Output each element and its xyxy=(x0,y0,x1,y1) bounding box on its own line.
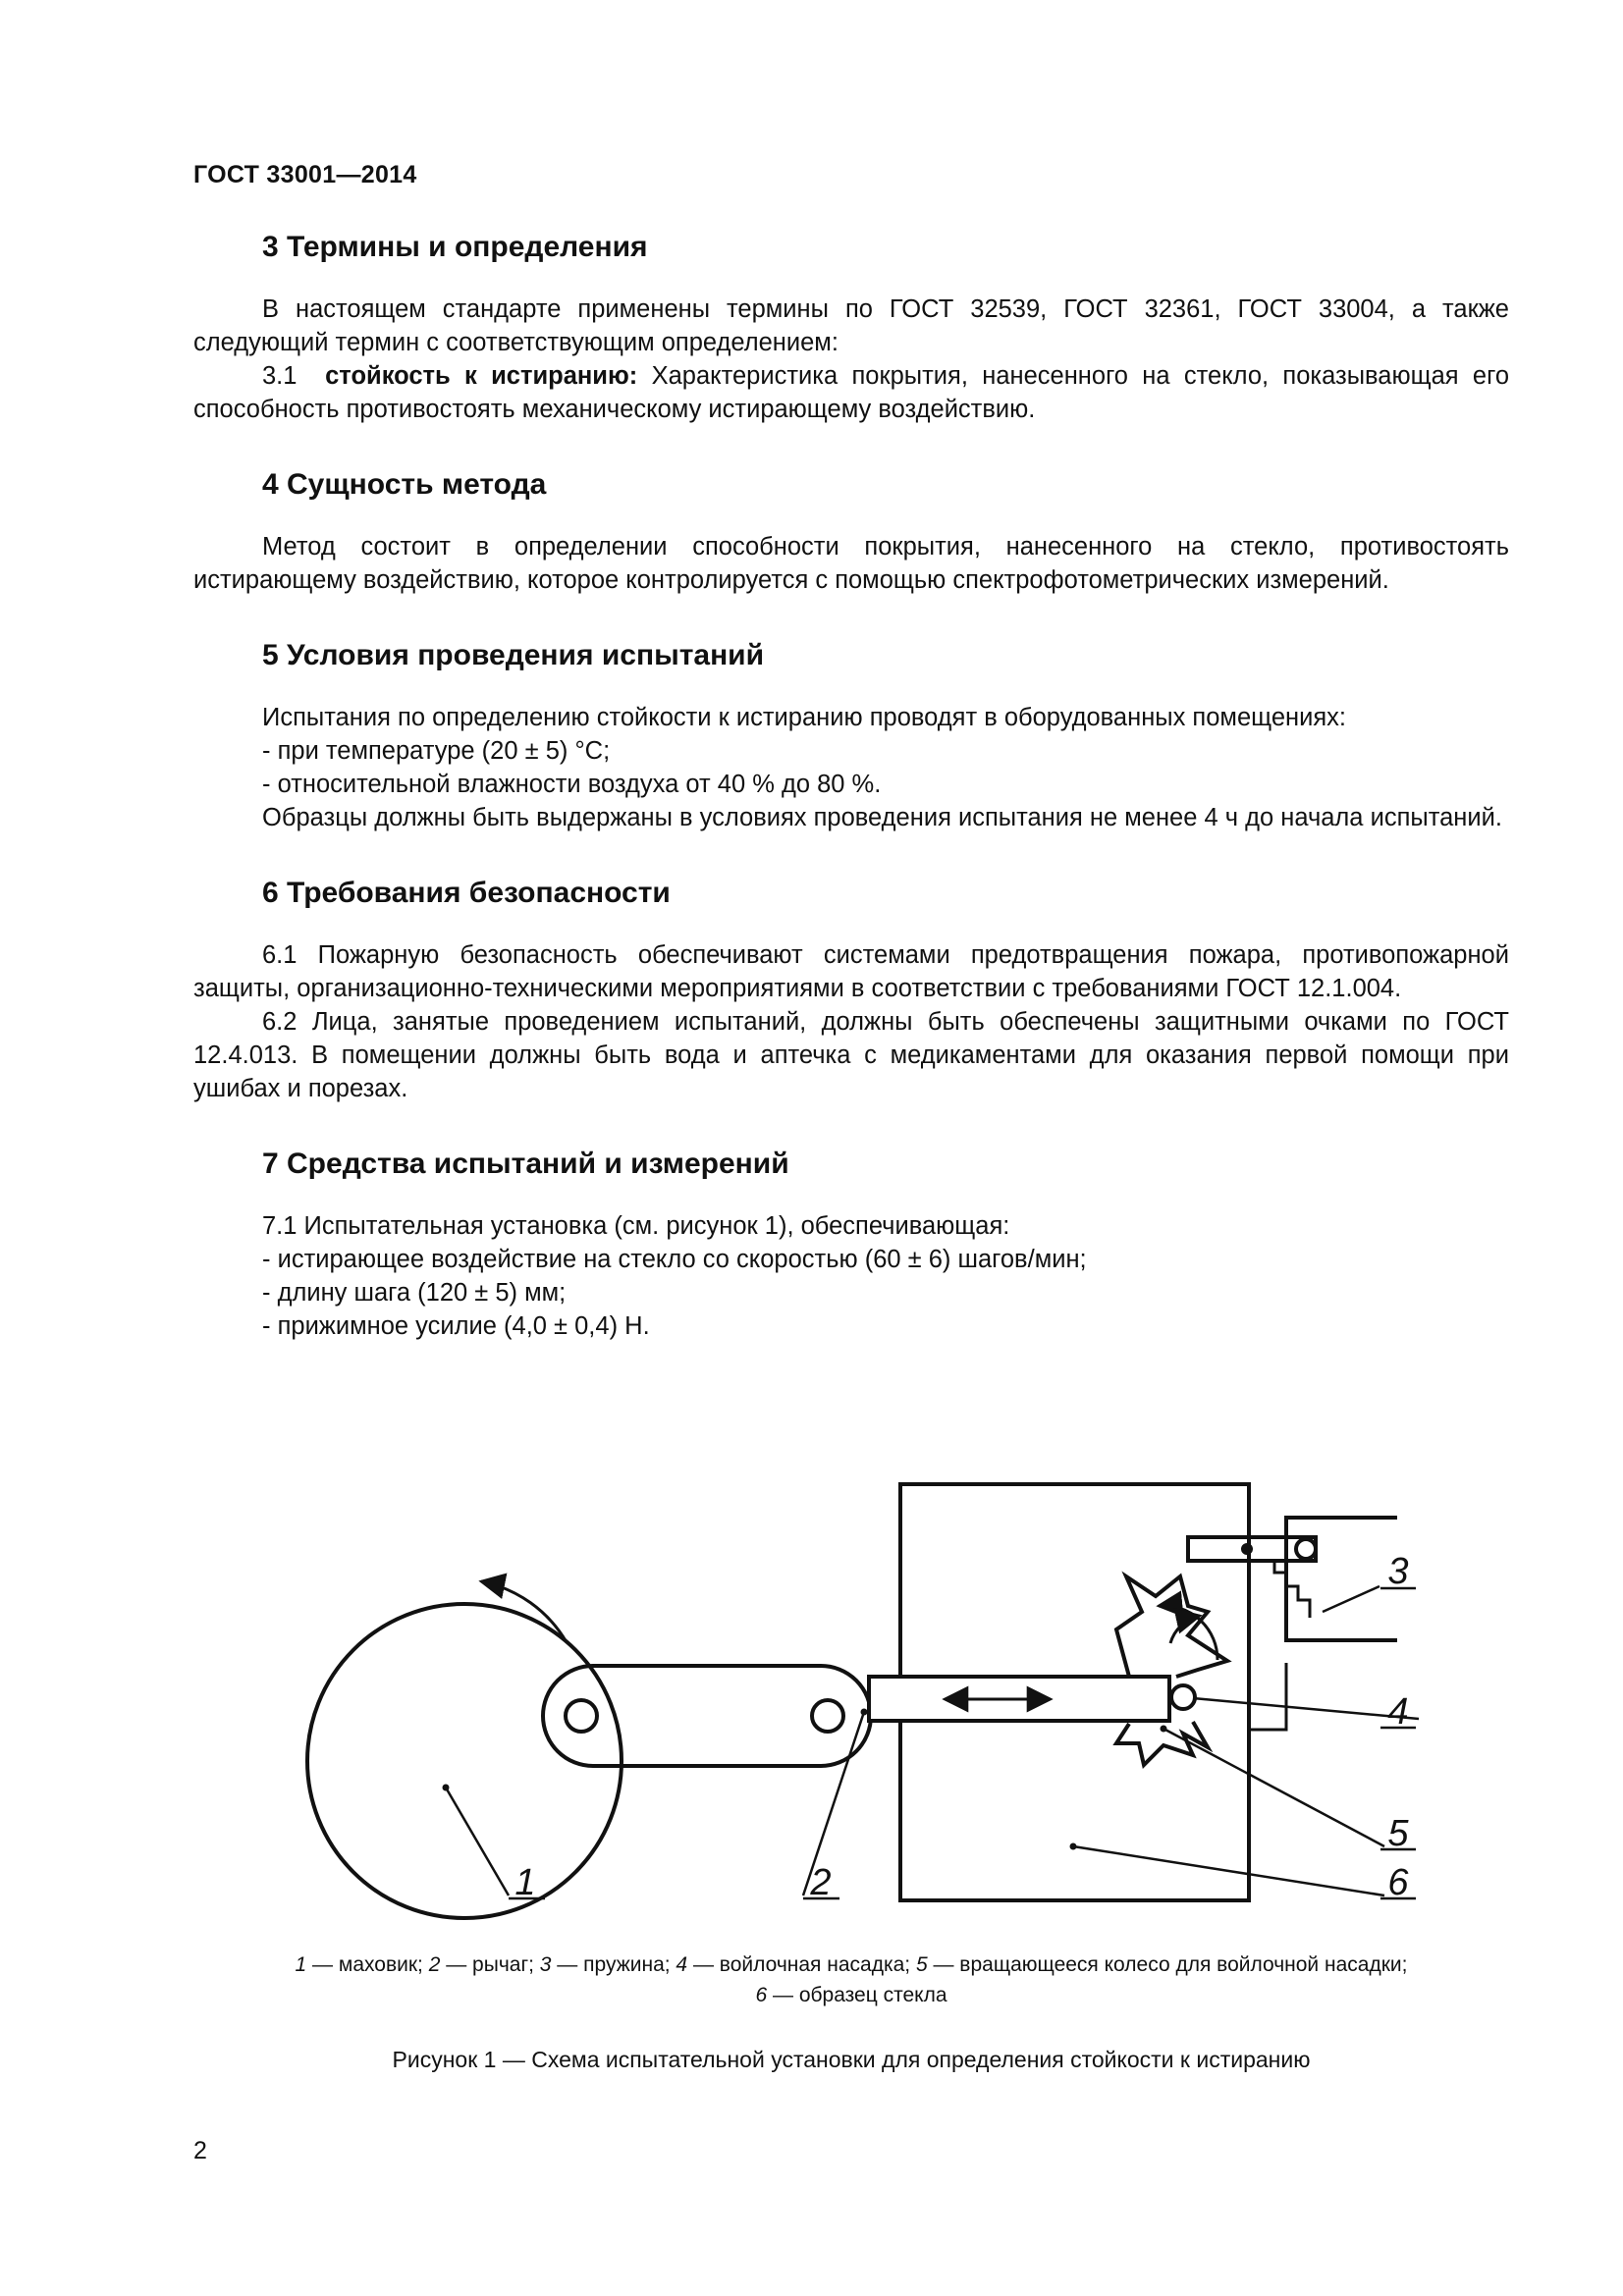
legend-text: — маховик; xyxy=(306,1953,429,1976)
paragraph: 6.2 Лица, занятые проведением испытаний, должны быть обеспечены защитными очками по ГОСТ 12.4.013. В помещении должны быть вода и аптечка с медикаментами для оказания первой помощи при ушибах и порезах. xyxy=(193,1008,1509,1102)
section-5 xyxy=(193,636,1509,834)
figure-legend xyxy=(193,1949,1509,2010)
leader-line xyxy=(1193,1698,1419,1719)
legend-number: 2 xyxy=(428,1953,441,1976)
section-heading: 7 Средства испытаний и измерений xyxy=(262,1148,789,1180)
section-3 xyxy=(193,228,1509,426)
list-item: - истирающее воздействие на стекло со скоростью (60 ± 6) шагов/мин; xyxy=(262,1246,1087,1273)
section-heading: 6 Требования безопасности xyxy=(262,877,671,909)
legend-number: 4 xyxy=(676,1953,688,1976)
term-definition xyxy=(193,359,1509,426)
section-heading: 4 Сущность метода xyxy=(262,468,547,501)
legend-text: — вращающееся колесо для войлочной насадки; xyxy=(927,1953,1408,1976)
legend-text: — образец стекла xyxy=(767,1984,947,2006)
legend-text: — пружина; xyxy=(551,1953,676,1976)
legend-number: 1 xyxy=(295,1953,307,1976)
lever-pivot xyxy=(812,1700,843,1732)
callout-3: 3 xyxy=(1387,1551,1409,1592)
list-item: - относительной влажности воздуха от 40 % до 80 %. xyxy=(262,771,882,798)
list-item: - прижимное усилие (4,0 ± 0,4) Н. xyxy=(262,1312,650,1340)
list-item: - длину шага (120 ± 5) мм; xyxy=(262,1279,567,1307)
term-text: Характеристика покрытия, нанесенного на стекло, показывающая его способность противостоять механическому истирающему воздействию. xyxy=(193,362,1510,423)
legend-line xyxy=(193,1949,1509,1980)
section-6 xyxy=(193,874,1509,1105)
spring xyxy=(1274,1561,1310,1618)
legend-number: 5 xyxy=(915,1953,928,1976)
list-item: - при температуре (20 ± 5) °С; xyxy=(262,737,611,765)
legend-number: 3 xyxy=(539,1953,552,1976)
section-4 xyxy=(193,465,1509,597)
slider-pivot xyxy=(1171,1685,1195,1709)
paragraph: В настоящем стандарте применены термины по ГОСТ 32539, ГОСТ 32361, ГОСТ 33004, а также следующий термин с соответствующим определением: xyxy=(193,295,1509,356)
leader-line xyxy=(446,1788,509,1896)
document-body xyxy=(193,228,1509,1382)
figure-apparatus xyxy=(275,1449,1512,1930)
paragraph: 7.1 Испытательная установка (см. рисунок 1), обеспечивающая: xyxy=(262,1212,1010,1240)
section-heading: 5 Условия проведения испытаний xyxy=(262,639,765,671)
callout-6: 6 xyxy=(1387,1862,1409,1903)
callout-4: 4 xyxy=(1387,1691,1409,1733)
paragraph: Испытания по определению стойкости к истиранию проводят в оборудованных помещениях: xyxy=(262,704,1346,731)
legend-line xyxy=(193,1980,1509,2010)
term-name: стойкость к истиранию: xyxy=(325,362,638,390)
legend-text: — рычаг; xyxy=(440,1953,540,1976)
callout-5: 5 xyxy=(1387,1813,1409,1854)
paragraph: 6.1 Пожарную безопасность обеспечивают системами предотвращения пожара, противопожарной защиты, организационно-техническими мероприятиями в соответствии с требованиями ГОСТ 12.1.004. xyxy=(193,941,1509,1002)
leader-line xyxy=(1163,1729,1384,1846)
callout-1: 1 xyxy=(514,1862,536,1903)
lever-pivot xyxy=(566,1700,597,1732)
lever xyxy=(543,1666,871,1766)
leader-line xyxy=(1323,1586,1380,1612)
section-heading: 3 Термины и определения xyxy=(262,231,648,263)
legend-number: 6 xyxy=(755,1984,768,2006)
felt-pad xyxy=(1116,1576,1227,1677)
page-number: 2 xyxy=(193,2137,207,2164)
paragraph: Образцы должны быть выдержаны в условиях проведения испытания не менее 4 ч до начала испытаний. xyxy=(262,804,1502,831)
document-id: ГОСТ 33001—2014 xyxy=(193,161,417,188)
leader-line xyxy=(1073,1846,1384,1896)
legend-text: — войлочная насадка; xyxy=(687,1953,916,1976)
section-7 xyxy=(193,1145,1509,1343)
paragraph: Метод состоит в определении способности покрытия, нанесенного на стекло, противостоять истирающему воздействию, которое контролируется с помощью спектрофотометрических измерений. xyxy=(193,533,1509,594)
figure-caption: Рисунок 1 — Схема испытательной установки для определения стойкости к истиранию xyxy=(392,2047,1311,2072)
apparatus-diagram xyxy=(275,1449,1512,1930)
term-number: 3.1 xyxy=(262,362,298,390)
callout-2: 2 xyxy=(810,1862,832,1903)
